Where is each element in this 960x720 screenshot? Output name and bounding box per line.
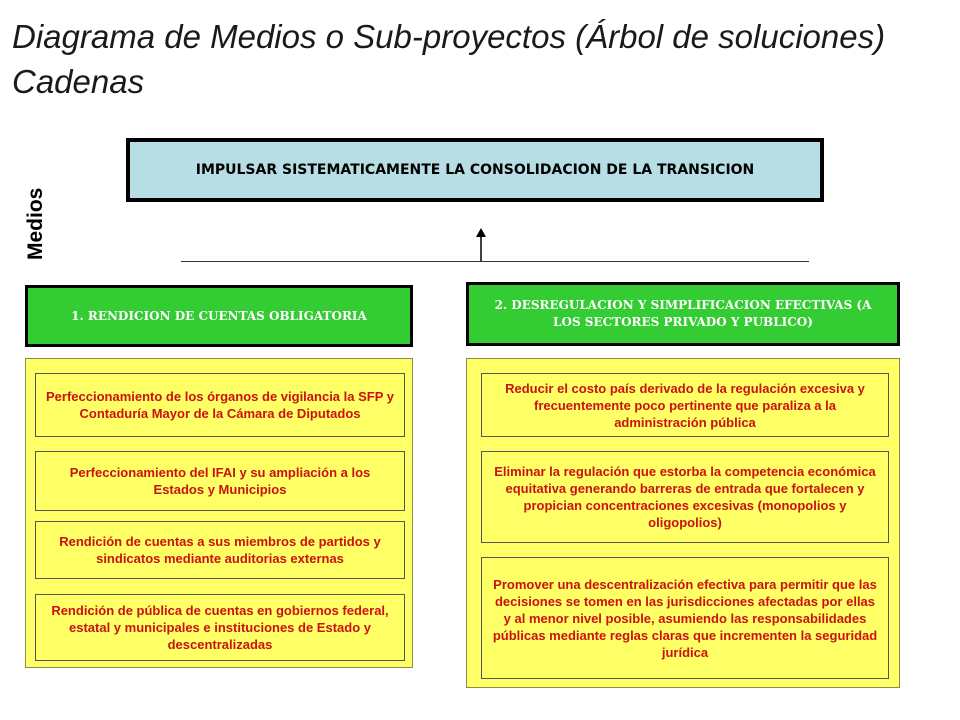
left-item-1-text: Perfeccionamiento de los órganos de vigilancia la SFP y Contaduría Mayor de la Cámara de Diputados — [46, 389, 394, 421]
left-item-4 — [35, 594, 405, 661]
connector-arrow — [470, 226, 492, 266]
right-item-2 — [481, 451, 889, 543]
right-item-3-text: Promover una descentralización efectiva para permitir que las decisiones se tomen en las jurisdicciones afectadas por ellas y al menor nivel posible, asumiendo las responsabilidades públicas mediante reglas claras que incrementen la seguridad jurídica — [492, 576, 878, 660]
left-item-2 — [35, 451, 405, 511]
right-item-1 — [481, 373, 889, 437]
right-item-2-text: Eliminar la regulación que estorba la competencia económica equitativa generando barreras de entrada que fortalecen y propician concentraciones excesivas (monopolios y oligopolios) — [494, 464, 876, 530]
right-item-1-text: Reducir el costo país derivado de la regulación excesiva y frecuentemente poco pertinente que paraliza a la administración pública — [505, 380, 865, 430]
connector-line — [181, 261, 809, 262]
right-branch-header-text: 2. DESREGULACION Y SIMPLIFICACION EFECTIVAS (A LOS SECTORES PRIVADO Y PUBLICO) — [494, 298, 872, 329]
left-branch-header — [25, 285, 413, 347]
medios-label: Medios — [24, 187, 47, 260]
right-branch-header — [466, 282, 900, 346]
page-title: Diagrama de Medios o Sub-proyectos (Árbol de soluciones) Cadenas — [12, 18, 886, 100]
left-item-4-text: Rendición de pública de cuentas en gobiernos federal, estatal y municipales e instituciones de Estado y descentralizadas — [51, 603, 389, 652]
goal-text: IMPULSAR SISTEMATICAMENTE LA CONSOLIDACION DE LA TRANSICION — [195, 161, 755, 178]
right-item-3 — [481, 557, 889, 679]
left-item-1 — [35, 373, 405, 437]
left-item-2-text: Perfeccionamiento del IFAI y su ampliación a los Estados y Municipios — [69, 465, 371, 497]
left-item-3 — [35, 521, 405, 579]
left-branch-header-text: 1. RENDICION DE CUENTAS OBLIGATORIA — [71, 308, 367, 323]
goal-box — [126, 138, 824, 202]
left-item-3-text: Rendición de cuentas a sus miembros de partidos y sindicatos mediante auditorias externas — [59, 534, 381, 566]
